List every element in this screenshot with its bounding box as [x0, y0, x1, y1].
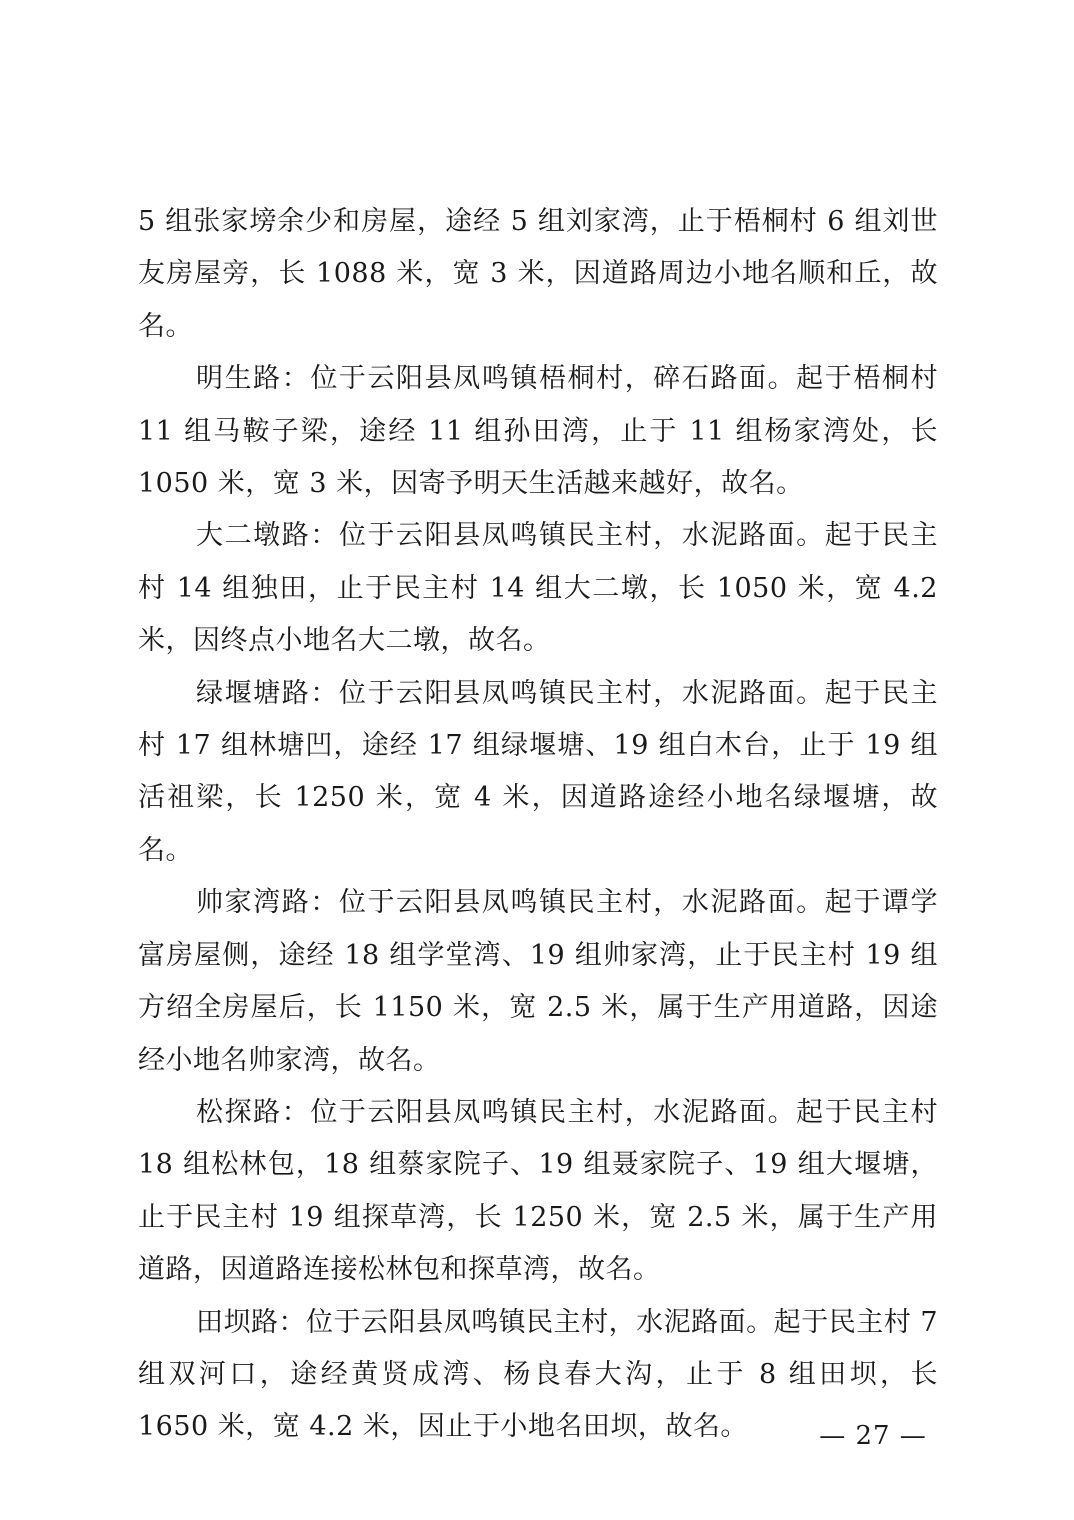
- page-number: — 27 —: [819, 1421, 927, 1451]
- paragraph-shuaijiawan-road: 帅家湾路：位于云阳县凤鸣镇民主村，水泥路面。起于谭学富房屋侧，途经 18 组学堂湾、19 组帅家湾，止于民主村 19 组方绍全房屋后，长 1150 米，宽 2.5 米，属于生产用道路，因途经小地名帅家湾，故名。: [138, 887, 938, 1076]
- paragraph-lvyantang-road: 绿堰塘路：位于云阳县凤鸣镇民主村，水泥路面。起于民主村 17 组林塘凹，途经 17 组绿堰塘、19 组白木台，止于 19 组活祖梁，长 1250 米，宽 4 米，因道路途经小地名绿堰塘，故名。: [138, 677, 938, 866]
- paragraph-shunhe-road-continued: 5 组张家塝余少和房屋，途经 5 组刘家湾，止于梧桐村 6 组刘世友房屋旁，长 1088 米，宽 3 米，因道路周边小地名顺和丘，故名。: [138, 206, 938, 342]
- paragraph-mingsheng-road: 明生路：位于云阳县凤鸣镇梧桐村，碎石路面。起于梧桐村 11 组马鞍子梁，途经 11 组孙田湾，止于 11 组杨家湾处，长 1050 米，宽 3 米，因寄予明天生活越来越好，故名。: [138, 363, 938, 500]
- document-body: [138, 196, 938, 1454]
- paragraph-songtan-road: 松探路：位于云阳县凤鸣镇民主村，水泥路面。起于民主村 18 组松林包，18 组蔡家院子、19 组聂家院子、19 组大堰塘，止于民主村 19 组探草湾，长 1250 米，宽 2.5 米，属于生产用道路，因道路连接松林包和探草湾，故名。: [138, 1096, 938, 1286]
- paragraph-daerdun-road: 大二墩路：位于云阳县凤鸣镇民主村，水泥路面。起于民主村 14 组独田，止于民主村 14 组大二墩，长 1050 米，宽 4.2 米，因终点小地名大二墩，故名。: [138, 520, 938, 657]
- paragraph-tianba-road: 田坝路：位于云阳县凤鸣镇民主村，水泥路面。起于民主村 7 组双河口，途经黄贤成湾、杨良春大沟，止于 8 组田坝，长 1650 米，宽 4.2 米，因止于小地名田坝，故名。: [138, 1306, 938, 1443]
